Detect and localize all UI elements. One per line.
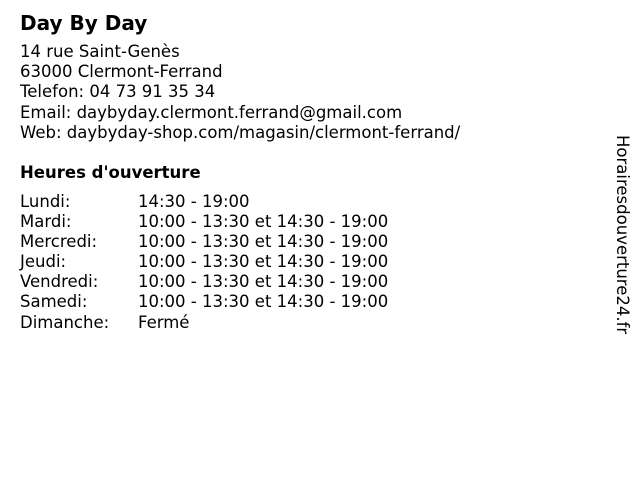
contact-block [20,42,600,143]
hours-time-value: 10:00 - 13:30 et 14:30 - 19:00 [138,232,389,252]
hours-row-friday [20,272,600,292]
hours-row-monday [20,192,600,212]
business-name: Day By Day [20,11,148,35]
website-address: Web: daybyday-shop.com/magasin/clermont-ferrand/ [20,122,461,142]
hours-row-wednesday [20,232,600,252]
phone-number: Telefon: 04 73 91 35 34 [20,82,216,102]
hours-time-value: 14:30 - 19:00 [138,192,250,212]
street-address: 14 rue Saint-Genès [20,42,180,61]
hours-row-thursday [20,252,600,272]
hours-row-tuesday [20,212,600,232]
hours-row-saturday [20,292,600,312]
hours-time-value: 10:00 - 13:30 et 14:30 - 19:00 [138,292,389,312]
hours-time-value: 10:00 - 13:30 et 14:30 - 19:00 [138,212,389,232]
hours-day-label: Mardi: [20,212,72,232]
hours-time-value: Fermé [138,312,190,332]
hours-day-label: Vendredi: [20,272,99,292]
hours-row-sunday [20,313,600,333]
hours-time-value: 10:00 - 13:30 et 14:30 - 19:00 [138,272,389,292]
hours-day-label: Lundi: [20,192,71,212]
hours-day-label: Samedi: [20,292,88,312]
city-address: 63000 Clermont-Ferrand [20,62,223,82]
site-brand-vertical: Horairesdouverture24.fr [613,135,632,335]
opening-hours-heading: Heures d'ouverture [20,163,201,183]
email-address: Email: daybyday.clermont.ferrand@gmail.com [20,102,403,122]
hours-day-label: Dimanche: [20,312,110,332]
opening-hours-table [20,192,600,333]
hours-day-label: Jeudi: [20,252,67,272]
hours-time-value: 10:00 - 13:30 et 14:30 - 19:00 [138,252,389,272]
business-card [20,10,600,333]
hours-day-label: Mercredi: [20,232,98,252]
